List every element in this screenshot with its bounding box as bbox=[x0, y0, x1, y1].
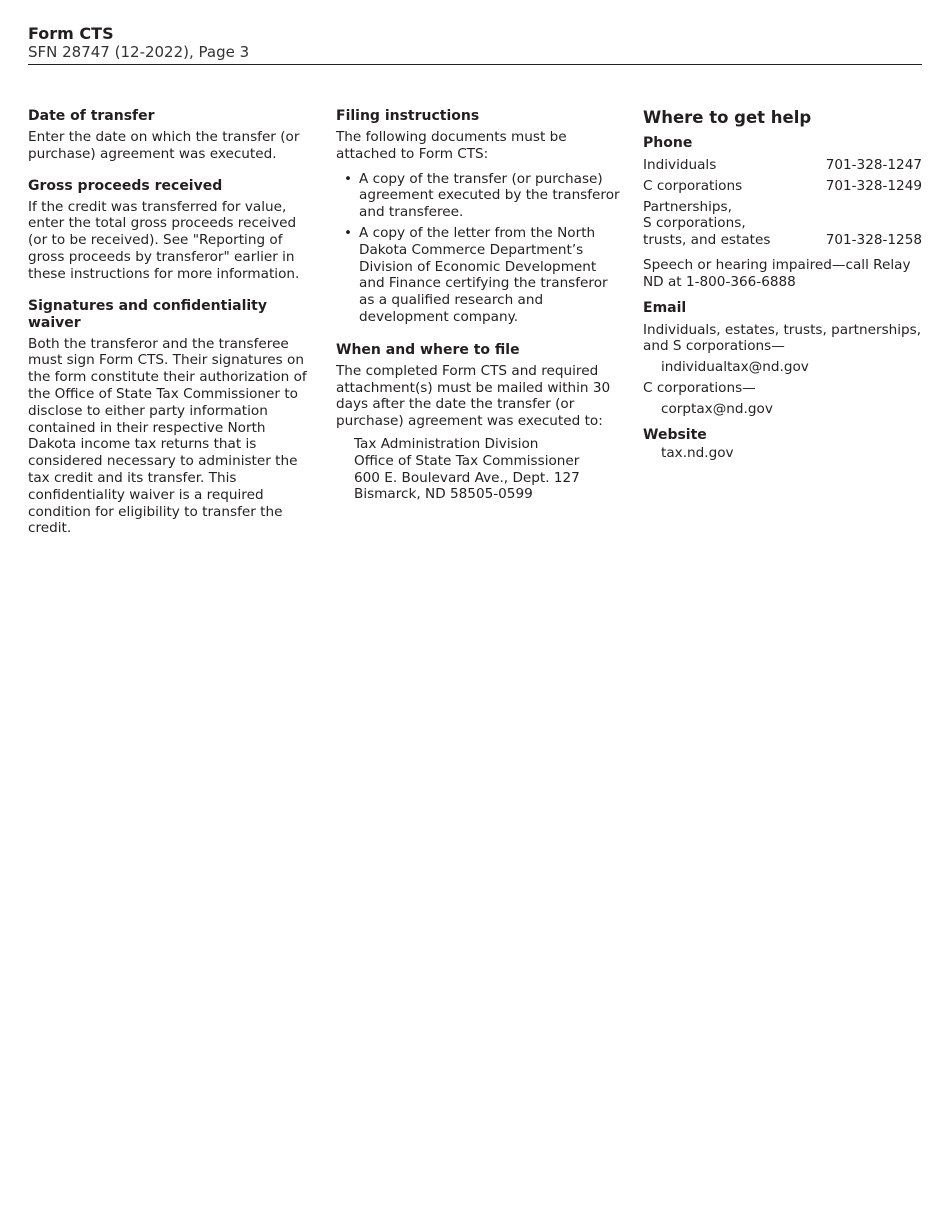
form-title: Form CTS bbox=[28, 24, 114, 43]
address-line: Tax Administration Division bbox=[354, 435, 539, 452]
address-line: 600 E. Boulevard Ave., Dept. 127 bbox=[354, 469, 580, 486]
website-heading: Website bbox=[643, 426, 707, 443]
gross-proceeds-heading: Gross proceeds received bbox=[28, 177, 223, 194]
phone-label-line: trusts, and estates bbox=[643, 232, 771, 249]
phone-label-multiline bbox=[643, 199, 770, 249]
when-where-text: The completed Form CTS and required attachment(s) must be mailed within 30 days after the date the transfer (or purchase) agreement was executed to: bbox=[336, 362, 611, 430]
phone-label: C corporations bbox=[643, 177, 743, 194]
signatures-text: Both the transferor and the transferee must sign Form CTS. Their signatures on the form constitute their authorization of the Office of State Tax Commissioner to disclose to either party information contained in their respective North Dakota income tax returns that is considered necessary to administer the tax credit and its transfer. This confidentiality waiver is a required condition for eligibility to transfer the credit. bbox=[28, 335, 307, 537]
phone-label-line: S corporations, bbox=[643, 215, 746, 232]
filing-instructions-heading: Filing instructions bbox=[336, 108, 480, 124]
phone-number: 701-328-1249 bbox=[825, 177, 922, 194]
email-heading: Email bbox=[643, 299, 687, 316]
column-2 bbox=[336, 108, 626, 503]
bullet: • bbox=[344, 170, 353, 187]
mailing-address bbox=[336, 436, 626, 503]
phone-label-line: Partnerships, bbox=[643, 198, 732, 215]
date-of-transfer-text: Enter the date on which the transfer (or purchase) agreement was executed. bbox=[28, 129, 300, 162]
page-header bbox=[28, 24, 922, 62]
email-group-label: Individuals, estates, trusts, partnerships, and S corporations— bbox=[643, 321, 922, 355]
column-1 bbox=[28, 108, 313, 537]
list-item-text: A copy of the transfer (or purchase) agreement executed by the transferor and transferee. bbox=[359, 170, 620, 221]
phone-row bbox=[643, 178, 922, 195]
phone-number: 701-328-1258 bbox=[825, 232, 922, 249]
email-group-label: C corporations— bbox=[643, 379, 756, 396]
gross-proceeds-text: If the credit was transferred for value, enter the total gross proceeds received (or to be received). See "Reporting of gross proceeds by transferor" earlier in these instructions for more information. bbox=[28, 198, 300, 282]
filing-instructions-intro: The following documents must be attached to Form CTS: bbox=[336, 129, 567, 162]
website-link: tax.nd.gov bbox=[661, 444, 734, 461]
phone-label: Individuals bbox=[643, 157, 717, 173]
address-line: Office of State Tax Commissioner bbox=[354, 452, 580, 469]
list-item bbox=[336, 225, 626, 326]
relay-text: Speech or hearing impaired—call Relay ND at 1-800-366-6888 bbox=[643, 256, 911, 290]
phone-row bbox=[643, 199, 922, 249]
help-heading: Where to get help bbox=[643, 108, 812, 127]
when-where-heading: When and where to file bbox=[336, 341, 520, 358]
header-divider bbox=[28, 64, 922, 65]
bullet: • bbox=[344, 224, 353, 241]
date-of-transfer-heading: Date of transfer bbox=[28, 108, 155, 124]
email-address-corp: corptax@nd.gov bbox=[661, 400, 773, 417]
email-address-individual: individualtax@nd.gov bbox=[661, 359, 809, 376]
phone-heading: Phone bbox=[643, 135, 693, 151]
phone-number: 701-328-1247 bbox=[825, 157, 922, 173]
attachment-list bbox=[336, 171, 626, 326]
signatures-heading: Signatures and confidentiality waiver bbox=[28, 297, 267, 331]
address-line: Bismarck, ND 58505-0599 bbox=[354, 486, 533, 503]
column-3 bbox=[643, 108, 922, 461]
list-item-text: A copy of the letter from the North Dakota Commerce Department’s Division of Economic Development and Finance certifying the transferor as a qualified research and development company. bbox=[359, 224, 608, 325]
list-item bbox=[336, 171, 626, 221]
phone-row bbox=[643, 157, 922, 174]
form-subtitle: SFN 28747 (12-2022), Page 3 bbox=[28, 43, 250, 61]
